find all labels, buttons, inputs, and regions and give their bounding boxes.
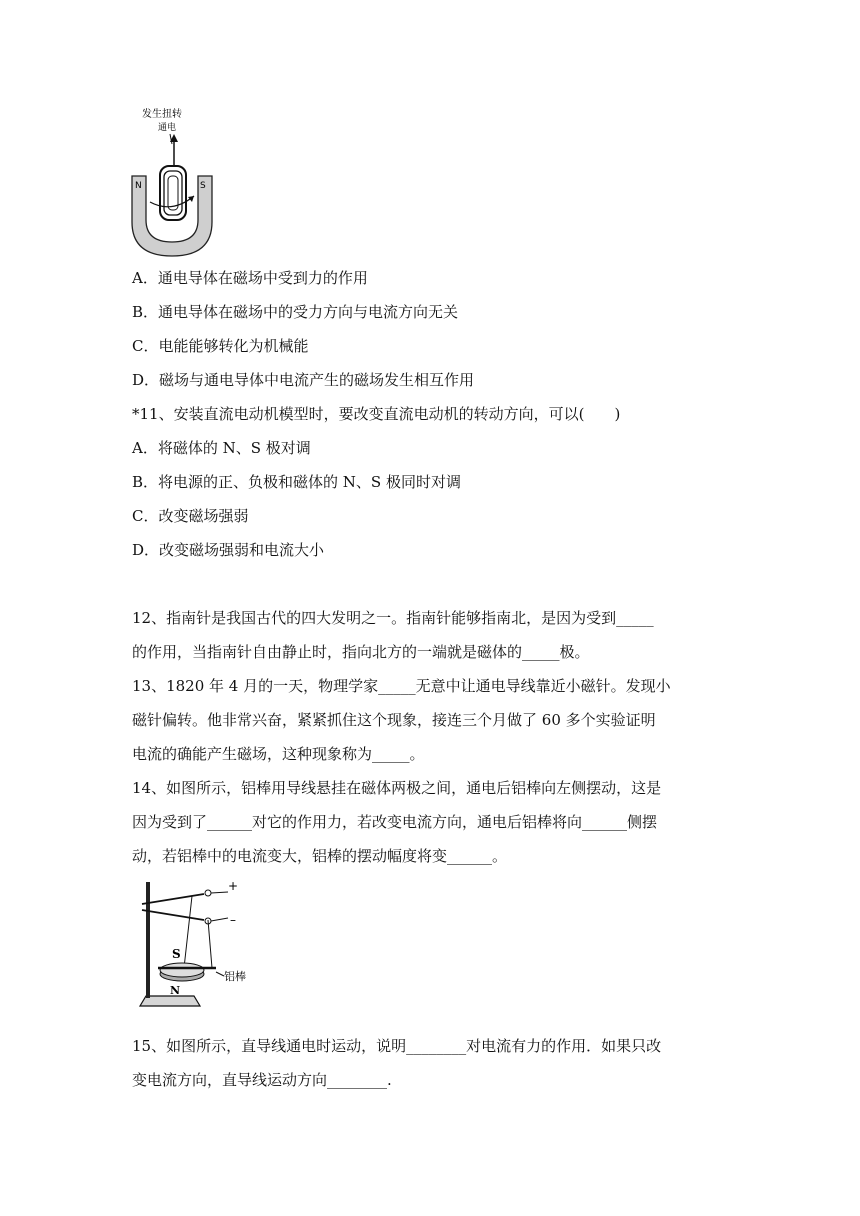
q10-option-a: A．通电导体在磁场中受到力的作用 <box>132 269 368 287</box>
q11-option-c: C．改变磁场强弱 <box>132 507 249 525</box>
q11-stem: *11、安装直流电动机模型时，要改变直流电动机的转动方向，可以( ) <box>132 405 621 423</box>
figure-label-twist: 发生扭转 <box>142 109 182 120</box>
magnet-s-label: S <box>200 181 206 191</box>
q15-line-1: 15、如图所示，直导线通电时运动，说明________对电流有力的作用．如果只改 <box>132 1037 662 1055</box>
terminal-minus-label: – <box>230 913 236 927</box>
q10-option-b: B．通电导体在磁场中的受力方向与电流方向无关 <box>132 303 459 321</box>
q11-option-d: D．改变磁场强弱和电流大小 <box>132 541 325 559</box>
magnet-n-label: N <box>135 181 142 191</box>
q10-option-d: D．磁场与通电导体中电流产生的磁场发生相互作用 <box>132 371 475 389</box>
rod-figure <box>132 880 248 1020</box>
q13-line-1: 13、1820 年 4 月的一天，物理学家_____无意中让通电导线靠近小磁针。发现小 <box>132 677 671 695</box>
q12-line-2: 的作用，当指南针自由静止时，指向北方的一端就是磁体的_____极。 <box>132 643 590 661</box>
magnet-n-label: N <box>170 984 181 997</box>
q10-option-c: C．电能能够转化为机械能 <box>132 337 309 355</box>
q12-line-1: 12、指南针是我国古代的四大发明之一。指南针能够指南北，是因为受到_____ <box>132 609 654 627</box>
q11-option-a: A．将磁体的 N、S 极对调 <box>132 439 311 457</box>
q13-line-3: 电流的确能产生磁场，这种现象称为_____。 <box>132 745 425 763</box>
motor-figure <box>128 104 216 260</box>
magnet-s-label: S <box>172 947 181 961</box>
q14-line-2: 因为受到了______对它的作用力，若改变电流方向，通电后铝棒将向______侧摆 <box>132 813 658 831</box>
rod-label: 铝棒 <box>224 970 246 983</box>
q13-line-2: 磁针偏转。他非常兴奋，紧紧抓住这个现象，接连三个月做了 60 多个实验证明 <box>132 711 656 729</box>
q14-line-3: 动，若铝棒中的电流变大，铝棒的摆动幅度将变______。 <box>132 847 508 865</box>
q15-line-2: 变电流方向，直导线运动方向________. <box>132 1071 392 1089</box>
terminal-plus-label: + <box>228 880 239 893</box>
figure-label-power: 通电 <box>158 123 177 133</box>
q11-option-b: B．将电源的正、负极和磁体的 N、S 极同时对调 <box>132 473 461 491</box>
q14-line-1: 14、如图所示，铝棒用导线悬挂在磁体两极之间，通电后铝棒向左侧摆动，这是 <box>132 779 662 797</box>
